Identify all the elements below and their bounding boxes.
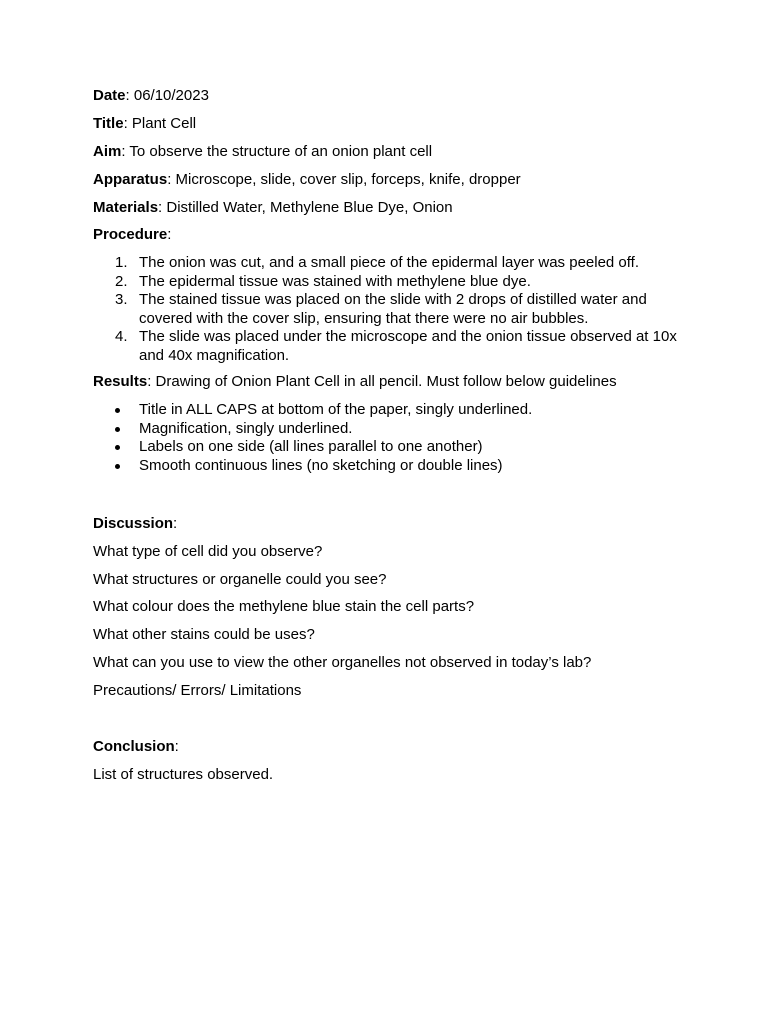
- guideline-item: [93, 457, 693, 476]
- procedure-step: [93, 254, 693, 273]
- discussion-question: What can you use to view the other organelles not observed in today’s lab?: [93, 654, 592, 671]
- guideline-text: Title in ALL CAPS at bottom of the paper, singly underlined.: [139, 401, 533, 418]
- guideline-item: [93, 438, 693, 457]
- guideline-item: [93, 401, 693, 420]
- procedure-colon: :: [167, 226, 172, 243]
- materials-line: [93, 199, 453, 217]
- aim-line: [93, 143, 432, 161]
- discussion-label: Discussion: [93, 515, 174, 532]
- title-line: [93, 115, 196, 133]
- bullet-icon: [115, 427, 120, 432]
- procedure-steps: [93, 254, 693, 365]
- discussion-question: What other stains could be uses?: [93, 626, 315, 643]
- procedure-step: [93, 273, 693, 292]
- date-value: : 06/10/2023: [125, 87, 209, 104]
- step-text: The epidermal tissue was stained with methylene blue dye.: [139, 272, 531, 290]
- aim-value: : To observe the structure of an onion plant cell: [121, 143, 433, 160]
- aim-label: Aim: [93, 143, 122, 160]
- apparatus-label: Apparatus: [93, 171, 168, 188]
- conclusion-label: Conclusion: [93, 738, 175, 755]
- procedure-step: [93, 328, 693, 365]
- date-line: [93, 87, 209, 105]
- step-number: 3.: [115, 291, 128, 308]
- bullet-icon: [115, 445, 120, 450]
- bullet-icon: [115, 464, 120, 469]
- title-label: Title: [93, 115, 124, 132]
- discussion-question: What colour does the methylene blue stain the cell parts?: [93, 598, 475, 615]
- results-value: : Drawing of Onion Plant Cell in all pencil. Must follow below guidelines: [147, 373, 617, 390]
- step-text: The stained tissue was placed on the slide with 2 drops of distilled water and covered with the cover slip, ensuring that there were no air bubbles.: [139, 291, 647, 327]
- step-number: 2.: [115, 272, 128, 290]
- discussion-heading: [93, 515, 177, 533]
- guideline-item: [93, 420, 693, 439]
- discussion-question: What structures or organelle could you see?: [93, 571, 387, 588]
- title-value: : Plant Cell: [123, 115, 197, 132]
- results-guidelines: [93, 401, 693, 475]
- bullet-icon: [115, 408, 120, 413]
- results-line: [93, 373, 617, 391]
- step-text: The onion was cut, and a small piece of the epidermal layer was peeled off.: [139, 254, 640, 271]
- step-text: The slide was placed under the microscope and the onion tissue observed at 10x and 40x magnification.: [139, 328, 677, 364]
- procedure-step: [93, 291, 693, 328]
- step-number: 4.: [115, 328, 128, 345]
- guideline-text: Magnification, singly underlined.: [139, 419, 353, 437]
- date-label: Date: [93, 87, 126, 104]
- conclusion-text: List of structures observed.: [93, 766, 274, 783]
- conclusion-colon: :: [174, 738, 179, 755]
- procedure-label: Procedure: [93, 226, 168, 243]
- discussion-colon: :: [173, 515, 178, 532]
- procedure-heading: [93, 226, 171, 244]
- results-label: Results: [93, 373, 148, 390]
- step-number: 1.: [115, 254, 128, 271]
- materials-label: Materials: [93, 199, 159, 216]
- precautions-line: Precautions/ Errors/ Limitations: [93, 682, 302, 699]
- conclusion-heading: [93, 738, 179, 756]
- discussion-question: What type of cell did you observe?: [93, 543, 323, 560]
- apparatus-line: [93, 171, 521, 189]
- materials-value: : Distilled Water, Methylene Blue Dye, Onion: [158, 199, 453, 216]
- guideline-text: Smooth continuous lines (no sketching or double lines): [139, 456, 503, 474]
- apparatus-value: : Microscope, slide, cover slip, forceps, knife, dropper: [167, 171, 521, 188]
- guideline-text: Labels on one side (all lines parallel to one another): [139, 438, 483, 455]
